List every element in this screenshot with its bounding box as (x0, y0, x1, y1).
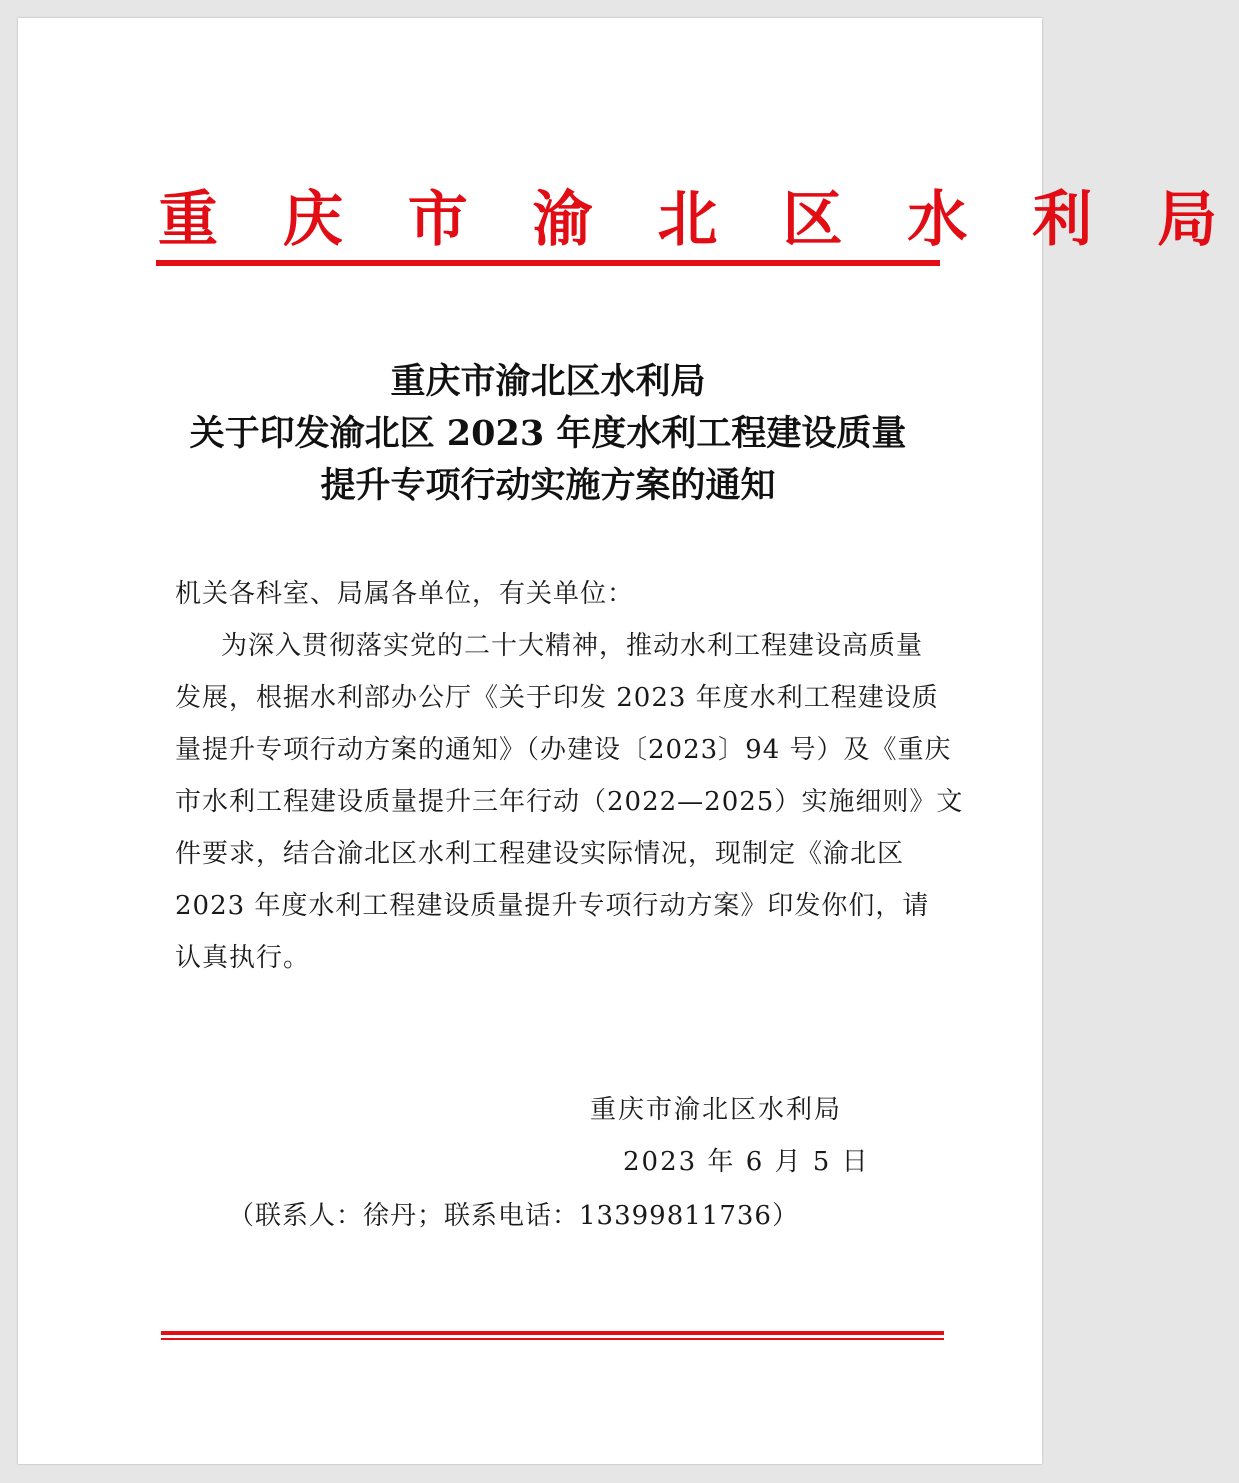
title-line-2: 关于印发渝北区 2023 年度水利工程建设质量 (189, 413, 907, 454)
footer-red-divider-thin (161, 1338, 944, 1340)
salutation: 机关各科室、局属各单位，有关单位： (175, 579, 635, 609)
document-title (138, 356, 958, 512)
body-paragraph-line: 2023 年度水利工程建设质量提升专项行动方案》印发你们，请 (175, 891, 930, 921)
title-line-1: 重庆市渝北区水利局 (390, 361, 706, 402)
title-line-3: 提升专项行动实施方案的通知 (320, 465, 776, 506)
body-paragraph-line: 件要求，结合渝北区水利工程建设实际情况，现制定《渝北区 (175, 839, 905, 869)
signature-date: 2023 年 6 月 5 日 (623, 1147, 870, 1177)
body-paragraph-line: 量提升专项行动方案的通知》（办建设〔2023〕94 号）及《重庆 (175, 735, 952, 765)
body-paragraph-line: 认真执行。 (175, 943, 311, 973)
body-paragraph-line: 为深入贯彻落实党的二十大精神，推动水利工程建设高质量 (221, 631, 924, 661)
body-paragraph-line: 发展，根据水利部办公厅《关于印发 2023 年度水利工程建设质 (175, 683, 939, 713)
document-page (18, 18, 1239, 1464)
header-red-divider (156, 260, 940, 266)
issuing-organization-header: 重 庆 市 渝 北 区 水 利 局 (158, 185, 1239, 255)
contact-info: （联系人：徐丹；联系电话：13399811736） (228, 1201, 799, 1231)
body-paragraph-line: 市水利工程建设质量提升三年行动（2022—2025）实施细则》文 (175, 787, 964, 817)
footer-red-divider-thick (161, 1331, 944, 1335)
signature-organization: 重庆市渝北区水利局 (590, 1095, 843, 1125)
